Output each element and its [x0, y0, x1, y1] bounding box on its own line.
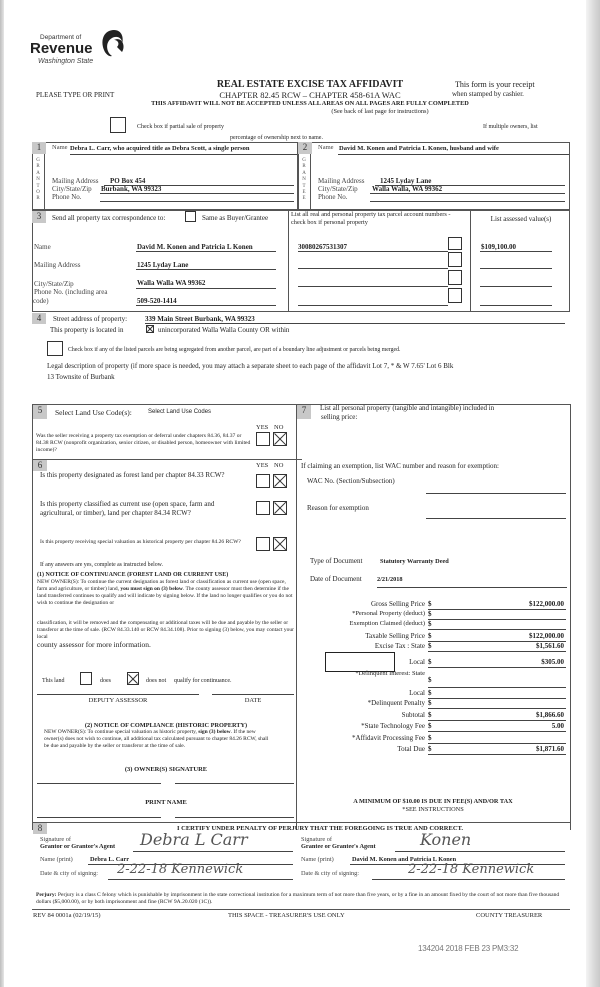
logo-dept: Department of	[40, 34, 82, 41]
scan-left-edge	[0, 0, 4, 987]
send-correspondence-label: Send all property tax correspondence to:	[52, 214, 166, 222]
grantee-date-city[interactable]: 2-22-18 Kennewick	[408, 862, 535, 877]
corr-mailing-label: Mailing Address	[34, 261, 81, 269]
tax-currency: $	[428, 610, 432, 618]
this-land-label: This land	[42, 678, 65, 684]
print-name-label: PRINT NAME	[145, 799, 187, 806]
partial-sale-label: Check box if partial sale of property	[137, 124, 224, 130]
parcel-number-1[interactable]: 30080267531307	[298, 243, 347, 251]
tax-currency: $	[428, 689, 432, 697]
no-header-6: NO	[274, 462, 284, 469]
historic-yes-checkbox[interactable]	[256, 537, 270, 551]
section-3-badge: 3	[32, 211, 46, 223]
parcel-1-personal-checkbox[interactable]	[448, 237, 462, 250]
doc-type[interactable]: Statutory Warranty Deed	[380, 558, 449, 565]
grantee-vertical-label: G R A N T E E	[302, 158, 306, 202]
ownership-percent-label: percentage of ownership next to name.	[230, 135, 323, 141]
does-label: does	[100, 678, 111, 684]
revenue-logo	[30, 28, 140, 72]
tax-label-processing-fee: *Affidavit Processing Fee	[352, 734, 425, 742]
grantee-phone-field[interactable]	[370, 201, 565, 202]
tax-value-delinquent-interest-state[interactable]	[428, 687, 566, 688]
warning-text: THIS AFFIDAVIT WILL NOT BE ACCEPTED UNLESS ALL AREAS ON ALL PAGES ARE FULLY COMPLETED	[151, 100, 469, 107]
land-does-checkbox[interactable]	[80, 672, 92, 685]
parcel-number-4[interactable]	[298, 305, 448, 306]
if-yes-note: If any answers are yes, complete as instructed below.	[40, 562, 163, 568]
personal-property-label-2: selling price:	[321, 413, 358, 421]
grantee-city-label: City/State/Zip	[318, 185, 358, 193]
tax-label-taxable: Taxable Selling Price	[365, 632, 425, 640]
grantee-name-print[interactable]: David M. Konen and Patricia L Konen	[352, 856, 457, 863]
tax-value-delinquent-interest-local[interactable]	[428, 698, 566, 699]
exemption-question: Was the seller receiving a property tax exemption or deferral under chapters 84.36, 84.37 or 84.38 RCW (nonprofit organization, senior citizen, or disabled person, homeowner with limited income)?	[36, 433, 251, 453]
deputy-assessor-line[interactable]	[37, 694, 199, 695]
assessed-value-1[interactable]: $109,100.00	[481, 243, 516, 251]
corr-phone-label: Phone No. (including area	[34, 288, 108, 296]
located-in-label: This property is located in	[50, 326, 124, 334]
tax-currency: $	[428, 734, 432, 742]
revenue-swirl-icon	[100, 28, 126, 58]
tax-label-personal-property: *Personal Property (deduct)	[352, 610, 425, 617]
wac-label: WAC No. (Section/Subsection)	[307, 477, 395, 485]
grantor-mailing[interactable]: PO Box 454	[110, 177, 146, 185]
chapter-ref: CHAPTER 82.45 RCW – CHAPTER 458-61A WAC	[219, 90, 401, 100]
forest-no-checkbox[interactable]	[273, 474, 287, 488]
grantee-sig-label-1: Signature of	[301, 836, 332, 843]
grantor-name[interactable]: Debra L. Carr, who acquired title as Debra Scott, a single person	[70, 145, 250, 152]
grantee-mailing-label: Mailing Address	[318, 177, 365, 185]
grantor-vertical-label: G R A N T O R	[36, 158, 40, 202]
owner-signature-line-1[interactable]	[37, 783, 161, 784]
legal-description-label: Legal description of property (if more space is needed, you may attach a separate sheet to each page of the affidavit Lot 7, * & W 7.65' Lot 6 Blk	[47, 362, 454, 370]
grantee-mailing[interactable]: 1245 Lyday Lane	[380, 177, 432, 185]
qualify-label: qualify for continuance.	[174, 678, 232, 684]
grantee-sig-label-2: Grantee or Grantee's Agent	[301, 843, 376, 850]
exemption-no-checkbox[interactable]	[273, 432, 287, 446]
tax-value-total-due[interactable]: $1,871.60	[536, 745, 564, 753]
owner-signature-label: (3) OWNER(S) SIGNATURE	[124, 766, 208, 773]
same-as-grantee-checkbox[interactable]	[185, 211, 196, 222]
reason-label: Reason for exemption	[307, 504, 369, 512]
tax-currency: $	[428, 632, 432, 640]
does-not-label: does not	[146, 678, 167, 684]
please-type: PLEASE TYPE OR PRINT	[36, 91, 115, 99]
scan-right-edge	[586, 0, 600, 987]
current-use-question: Is this property classified as current use (open space, farm and agricultural, or timber), land per chapter 84.34 RCW?	[40, 500, 215, 517]
treasurer-use-label: THIS SPACE - TREASURER'S USE ONLY	[228, 912, 345, 919]
section-2-badge: 2	[298, 142, 312, 154]
tax-value-gross[interactable]: $122,000.00	[529, 600, 564, 608]
corr-city[interactable]: Walla Walla WA 99362	[137, 279, 206, 287]
section-5-badge: 5	[33, 405, 47, 419]
corr-name-label: Name	[34, 243, 51, 251]
grantor-city[interactable]: Burbank, WA 99323	[101, 185, 162, 193]
grantor-phone-label: Phone No.	[52, 193, 82, 201]
tax-value-excise-state[interactable]: $1,561.60	[536, 642, 564, 650]
section-7-badge: 7	[297, 405, 311, 419]
tax-label-technology-fee: *State Technology Fee	[361, 722, 425, 730]
reason-field[interactable]	[426, 518, 566, 519]
tax-label-delinquent-interest-state: *Delinquent Interest: State	[355, 670, 425, 677]
grantor-date-city-label: Date & city of signing:	[40, 870, 99, 877]
grantee-name-label: Name	[318, 144, 334, 151]
tax-label-gross: Gross Selling Price	[370, 600, 425, 608]
tax-value-excise-local[interactable]: $305.00	[541, 658, 564, 666]
tax-currency: $	[428, 699, 432, 707]
tax-label-exemption: Exemption Claimed (deduct)	[349, 620, 425, 627]
print-name-line-2[interactable]	[175, 817, 294, 818]
grantor-phone-field[interactable]	[100, 201, 294, 202]
doc-date-label: Date of Document	[310, 575, 362, 583]
notice-continuance-title: (1) NOTICE OF CONTINUANCE (FOREST LAND OR CURRENT USE)	[37, 572, 229, 578]
section-6-badge: 6	[33, 460, 47, 471]
tax-label-excise-local: Local	[409, 658, 425, 666]
tax-value-technology-fee[interactable]: 5.00	[551, 722, 564, 730]
corr-name[interactable]: David M. Konen and Patricia L Konen	[137, 243, 253, 251]
grantor-mailing-label: Mailing Address	[52, 177, 99, 185]
historic-no-checkbox[interactable]	[273, 537, 287, 551]
tax-currency: $	[428, 600, 432, 608]
date-label: DATE	[244, 697, 262, 704]
assessed-value-header: List assessed value(s)	[490, 215, 552, 223]
yes-header-6: YES	[256, 462, 269, 469]
grantee-name-print-label: Name (print)	[301, 856, 334, 863]
tax-label-excise-state: Excise Tax : State	[374, 642, 425, 650]
grantor-name-label: Name	[52, 144, 68, 151]
grantor-date-city[interactable]: 2-22-18 Kennewick	[117, 862, 244, 877]
assessed-value-2[interactable]	[480, 268, 552, 269]
tax-currency: $	[428, 658, 432, 666]
parcel-2-personal-checkbox[interactable]	[448, 252, 462, 267]
grantor-city-label: City/State/Zip	[52, 185, 92, 193]
unincorporated-checkbox[interactable]	[146, 325, 154, 333]
land-use-select[interactable]: Select Land Use Codes	[148, 409, 212, 415]
grantor-sig-label-1: Signature of	[40, 836, 71, 843]
corr-phone[interactable]: 509-520-1414	[137, 297, 177, 305]
grantee-signature[interactable]: Konen	[420, 830, 472, 849]
same-as-grantee-label: Same as Buyer/Grantee	[202, 214, 269, 222]
tax-label-subtotal: Subtotal	[401, 711, 425, 719]
segregated-parcels-checkbox[interactable]	[47, 341, 63, 356]
grantor-signature[interactable]: Debra L Carr	[140, 830, 248, 849]
grantor-name-print[interactable]: Debra L. Carr	[90, 856, 129, 863]
doc-date[interactable]: 2/21/2018	[377, 576, 403, 583]
exemption-claim-label: If claiming an exemption, list WAC number and reason for exemption:	[301, 462, 499, 470]
grantee-city[interactable]: Walla Walla, WA 99362	[372, 185, 443, 193]
see-instructions: *SEE INSTRUCTIONS	[402, 806, 464, 813]
personal-property-label: List all personal property (tangible and intangible) included in	[320, 404, 495, 412]
current-use-yes-checkbox[interactable]	[256, 501, 270, 515]
parcel-4-personal-checkbox[interactable]	[448, 288, 462, 303]
print-name-line-1[interactable]	[37, 817, 161, 818]
assessor-date-line[interactable]	[212, 694, 294, 695]
section-8-badge: 8	[33, 823, 47, 834]
corr-city-label: City/State/Zip	[34, 280, 74, 288]
current-use-no-checkbox[interactable]	[273, 501, 287, 515]
grantee-date-city-label: Date & city of signing:	[301, 870, 360, 877]
notice-compliance-text: NEW OWNER(S): To continue special valuation as historic property, sign (3) below. If the new owner(s) does not wish to continue, all additional tax calculated pursuant to chapter 84.26 RCW, shall be due and payable by the seller or transferor at the time of sale.	[44, 729, 269, 749]
land-use-label: Select Land Use Code(s):	[55, 408, 132, 417]
tax-label-total-due: Total Due	[397, 745, 425, 753]
tax-value-taxable[interactable]: $122,000.00	[529, 632, 564, 640]
section-1-badge: 1	[32, 142, 46, 154]
tax-currency: $	[428, 711, 432, 719]
wac-field[interactable]	[426, 493, 566, 494]
grantee-phone-label: Phone No.	[318, 193, 348, 201]
form-title: REAL ESTATE EXCISE TAX AFFIDAVIT	[216, 79, 404, 90]
tax-value-processing-fee[interactable]	[428, 743, 566, 744]
assessed-value-4[interactable]	[480, 305, 552, 306]
corr-mailing[interactable]: 1245 Lyday Lane	[137, 261, 189, 269]
notice-continuance-text-2: classification, it will be removed and the compensating or additional taxes will be due and payable by the seller or transferor at the time of sale. (RCW 84.33.140 or RCW 84.34.108). Prior to signing (3) below, you may contact your local	[37, 620, 294, 640]
grantor-name-print-label: Name (print)	[40, 856, 73, 863]
minimum-notice: A MINIMUM OF $10.00 IS DUE IN FEE(S) AND/OR TAX	[353, 798, 513, 805]
land-does-not-checkbox[interactable]	[127, 672, 139, 685]
instructions-note: (See back of last page for instructions)	[331, 108, 429, 115]
corr-phone-label-2: code)	[33, 297, 49, 305]
located-in-value: unincorporated Walla Walla County OR within	[158, 326, 290, 334]
tax-value-delinquent-penalty[interactable]	[428, 708, 566, 709]
forest-land-question: Is this property designated as forest land per chapter 84.33 RCW?	[40, 471, 225, 479]
receipt-note-1: This form is your receipt	[455, 80, 535, 89]
no-header-5: NO	[274, 424, 284, 431]
notice-compliance-title: (2) NOTICE OF COMPLIANCE (HISTORIC PROPERTY)	[84, 722, 248, 729]
tax-value-personal-property[interactable]	[428, 619, 566, 620]
tax-currency: $	[428, 722, 432, 730]
perjury-notice: Perjury: Perjury is a class C felony which is punishable by imprisonment in the state correctional institution for a maximum term of not more than five years, or by a fine in an amount fixed by the court of not more than five thousand dollars ($5,000.00), or by both imprisonment and fine (RCW 9A.20.020 (1C)).	[36, 892, 560, 905]
form-number: REV 84 0001a (02/19/15)	[33, 912, 101, 919]
forest-yes-checkbox[interactable]	[256, 474, 270, 488]
parcel-header: List all real and personal property tax parcel account numbers - check box if personal property	[291, 211, 451, 226]
tax-value-exemption[interactable]	[428, 629, 566, 630]
legal-description-line2[interactable]: 13 Townsite of Burbank	[47, 373, 115, 381]
deputy-assessor-label: DEPUTY ASSESSOR	[88, 697, 148, 704]
yes-header-5: YES	[256, 424, 269, 431]
tax-label-delinquent-interest-local: Local	[409, 689, 425, 697]
parcel-number-3[interactable]	[298, 286, 448, 287]
certify-statement: I CERTIFY UNDER PENALTY OF PERJURY THAT THE FOREGOING IS TRUE AND CORRECT.	[176, 825, 463, 832]
street-address[interactable]: 339 Main Street Burbank, WA 99323	[145, 315, 255, 323]
section-4-badge: 4	[32, 313, 46, 324]
parcel-3-personal-checkbox[interactable]	[448, 270, 462, 285]
owner-signature-line-2[interactable]	[175, 783, 294, 784]
segregated-parcels-label: Check box if any of the listed parcels are being segregated from another parcel, are part of a boundary line adjustment or parcels being merged.	[68, 347, 401, 353]
partial-sale-checkbox[interactable]	[110, 117, 126, 133]
tax-label-delinquent-penalty: *Delinquent Penalty	[367, 699, 425, 707]
tax-currency: $	[428, 642, 432, 650]
logo-state: Washington State	[38, 58, 94, 65]
grantor-sig-label-2: Grantor or Grantor's Agent	[40, 843, 116, 850]
street-address-label: Street address of property:	[53, 315, 128, 323]
exemption-yes-checkbox[interactable]	[256, 432, 270, 446]
logo-name: Revenue	[30, 40, 93, 57]
tax-currency: $	[428, 620, 432, 628]
tax-currency: $	[428, 676, 432, 684]
parcel-number-2[interactable]	[298, 268, 448, 269]
county-assessor-note: county assessor for more information.	[37, 640, 151, 649]
assessed-value-3[interactable]	[480, 286, 552, 287]
receipt-note-2: when stamped by cashier.	[452, 90, 524, 98]
historic-question: Is this property receiving special valuation as historical property per chapter 84.26 RCW?	[40, 539, 241, 545]
multiple-owners-label: If multiple owners, list	[483, 124, 538, 130]
tax-value-subtotal[interactable]: $1,866.60	[536, 711, 564, 719]
county-treasurer-label: COUNTY TREASURER	[476, 912, 543, 919]
tax-currency: $	[428, 745, 432, 753]
receipt-stamp: 134204 2018 FEB 23 PM3:32	[418, 944, 519, 953]
notice-continuance-text: NEW OWNER(S): To continue the current designation as forest land or classification as current use (open space, farm and agriculture, or timber) land, you must sign on (3) below. The county assessor must then determine if the land transferred continues to qualify and will indicate by signing below. If the land no longer qualifies or you do not wish to continue the designation or	[37, 579, 293, 606]
doc-type-label: Type of Document	[310, 557, 363, 565]
grantee-name[interactable]: David M. Konen and Patricia L Konen, husband and wife	[339, 145, 499, 152]
